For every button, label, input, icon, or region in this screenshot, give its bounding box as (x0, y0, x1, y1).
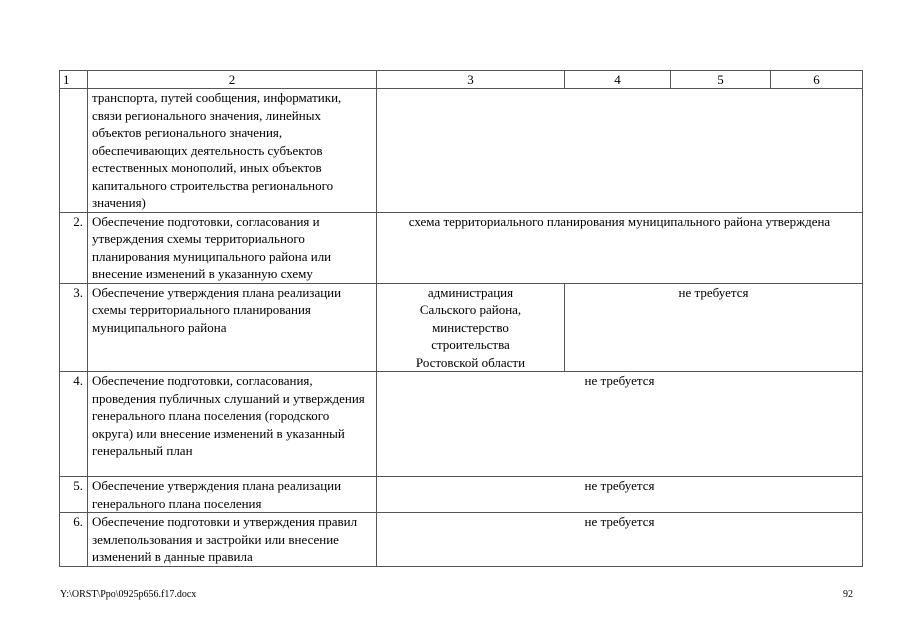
row-value: схема территориального планирования муниципального района утверждена (377, 212, 863, 283)
table-row (60, 89, 863, 213)
header-cell-2: 2 (88, 71, 377, 89)
header-cell-5: 5 (671, 71, 771, 89)
table-row (60, 283, 863, 372)
header-cell-6: 6 (771, 71, 863, 89)
header-row (60, 71, 863, 89)
table-row (60, 477, 863, 513)
row-description: Обеспечение подготовки и утверждения правил землепользования и застройки или внесение изменений в данные правила (88, 513, 377, 567)
row-number: 2. (60, 212, 88, 283)
table-row (60, 212, 863, 283)
row-number: 4. (60, 372, 88, 477)
table-row (60, 372, 863, 477)
row-responsible: администрация Сальского района, министерство строительства Ростовской области (377, 283, 565, 372)
row-value (377, 89, 863, 213)
header-cell-3: 3 (377, 71, 565, 89)
footer-file-path: Y:\ORST\Ppo\0925p656.f17.docx (60, 589, 197, 600)
row-value: не требуется (377, 477, 863, 513)
row-number: 5. (60, 477, 88, 513)
row-value: не требуется (377, 372, 863, 477)
header-cell-1: 1 (60, 71, 88, 89)
footer-page-number: 92 (843, 589, 853, 600)
row-description: Обеспечение подготовки, согласования и утверждения схемы территориального планирования муниципального района или внесение изменений в указанную схему (88, 212, 377, 283)
row-description: транспорта, путей сообщения, информатики, связи регионального значения, линейных объектов регионального значения, обеспечивающих деятельность субъектов естественных монополий, иных объектов капитального строительства регионального значения) (88, 89, 377, 213)
document-table (59, 70, 863, 567)
row-value: не требуется (377, 513, 863, 567)
row-description: Обеспечение утверждения плана реализации схемы территориального планирования муниципального района (88, 283, 377, 372)
row-number (60, 89, 88, 213)
row-number: 6. (60, 513, 88, 567)
row-description: Обеспечение подготовки, согласования, проведения публичных слушаний и утверждения генерального плана поселения (городского округа) или внесение изменений в указанный генеральный план (88, 372, 377, 477)
header-cell-4: 4 (565, 71, 671, 89)
table-row (60, 513, 863, 567)
row-value: не требуется (565, 283, 863, 372)
row-description: Обеспечение утверждения плана реализации генерального плана поселения (88, 477, 377, 513)
row-number: 3. (60, 283, 88, 372)
